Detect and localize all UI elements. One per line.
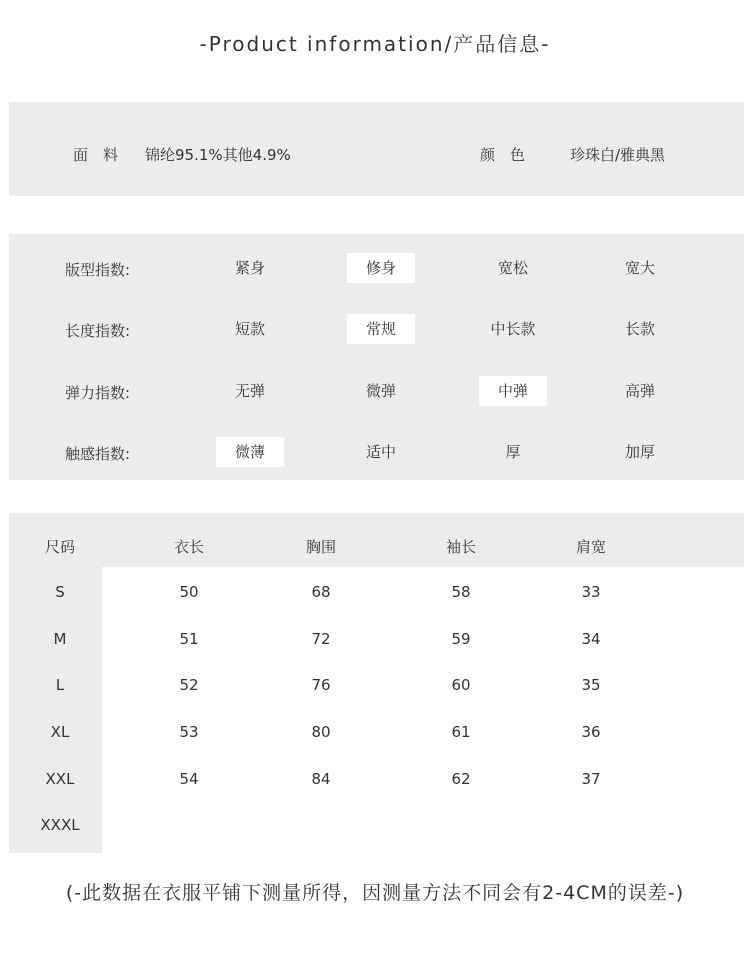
size-value-cell: 37 xyxy=(581,770,601,788)
index-option-selected: 常规 xyxy=(347,314,415,344)
size-column-bg xyxy=(9,567,102,853)
index-label: 长度指数: xyxy=(65,322,131,340)
index-option-selected: 修身 xyxy=(347,253,415,283)
index-label: 版型指数: xyxy=(65,261,131,279)
size-value-cell: 68 xyxy=(311,583,331,601)
size-value-cell: 76 xyxy=(311,676,331,694)
size-value-cell: 58 xyxy=(451,583,471,601)
size-value-cell: 50 xyxy=(179,583,199,601)
size-value-cell: 60 xyxy=(451,676,471,694)
color-value: 珍珠白/雅典黑 xyxy=(570,146,666,164)
index-option: 厚 xyxy=(505,443,521,461)
size-value-cell: 84 xyxy=(311,770,331,788)
section-title: -Product information/产品信息- xyxy=(199,32,551,56)
index-option: 宽松 xyxy=(497,259,528,277)
index-option: 微弹 xyxy=(365,382,396,400)
size-value-cell: 35 xyxy=(581,676,601,694)
index-option: 无弹 xyxy=(234,382,265,400)
index-option: 加厚 xyxy=(624,443,655,461)
size-table-header: 胸围 xyxy=(305,538,336,556)
color-label: 颜 色 xyxy=(480,146,526,164)
size-value-cell: 72 xyxy=(311,630,331,648)
size-value-cell: 62 xyxy=(451,770,471,788)
size-table-header: 袖长 xyxy=(445,538,476,556)
size-value-cell: 52 xyxy=(179,676,199,694)
size-table-header: 尺码 xyxy=(44,538,75,556)
size-value-cell: 54 xyxy=(179,770,199,788)
size-value-cell: 61 xyxy=(451,723,471,741)
size-table-header-bg xyxy=(9,513,744,567)
index-option: 中长款 xyxy=(490,320,536,338)
material-value: 锦纶95.1%其他4.9% xyxy=(145,146,291,164)
measurement-note: (-此数据在衣服平铺下测量所得，因测量方法不同会有2-4CM的误差-) xyxy=(65,882,685,904)
size-name-cell: XXXL xyxy=(40,816,80,834)
size-value-cell: 34 xyxy=(581,630,601,648)
size-name-cell: XL xyxy=(50,723,70,741)
size-name-cell: M xyxy=(53,630,67,648)
index-option-selected: 微薄 xyxy=(216,437,284,467)
fabric-color-panel xyxy=(9,102,744,196)
size-value-cell: 33 xyxy=(581,583,601,601)
size-value-cell: 80 xyxy=(311,723,331,741)
size-name-cell: XXL xyxy=(45,770,75,788)
size-name-cell: L xyxy=(55,676,65,694)
index-option: 短款 xyxy=(234,320,265,338)
size-value-cell: 36 xyxy=(581,723,601,741)
size-name-cell: S xyxy=(55,583,65,601)
index-label: 触感指数: xyxy=(65,445,131,463)
index-option: 适中 xyxy=(365,443,396,461)
index-option: 紧身 xyxy=(234,259,265,277)
size-value-cell: 59 xyxy=(451,630,471,648)
index-option: 高弹 xyxy=(624,382,655,400)
fit-indices-panel xyxy=(9,234,744,480)
size-table-header: 衣长 xyxy=(173,538,204,556)
size-value-cell: 51 xyxy=(179,630,199,648)
size-value-cell: 53 xyxy=(179,723,199,741)
material-label: 面 料 xyxy=(73,146,119,164)
index-option: 宽大 xyxy=(624,259,655,277)
index-label: 弹力指数: xyxy=(65,384,131,402)
index-option: 长款 xyxy=(624,320,655,338)
size-table-header: 肩宽 xyxy=(575,538,606,556)
index-option-selected: 中弹 xyxy=(479,376,547,406)
